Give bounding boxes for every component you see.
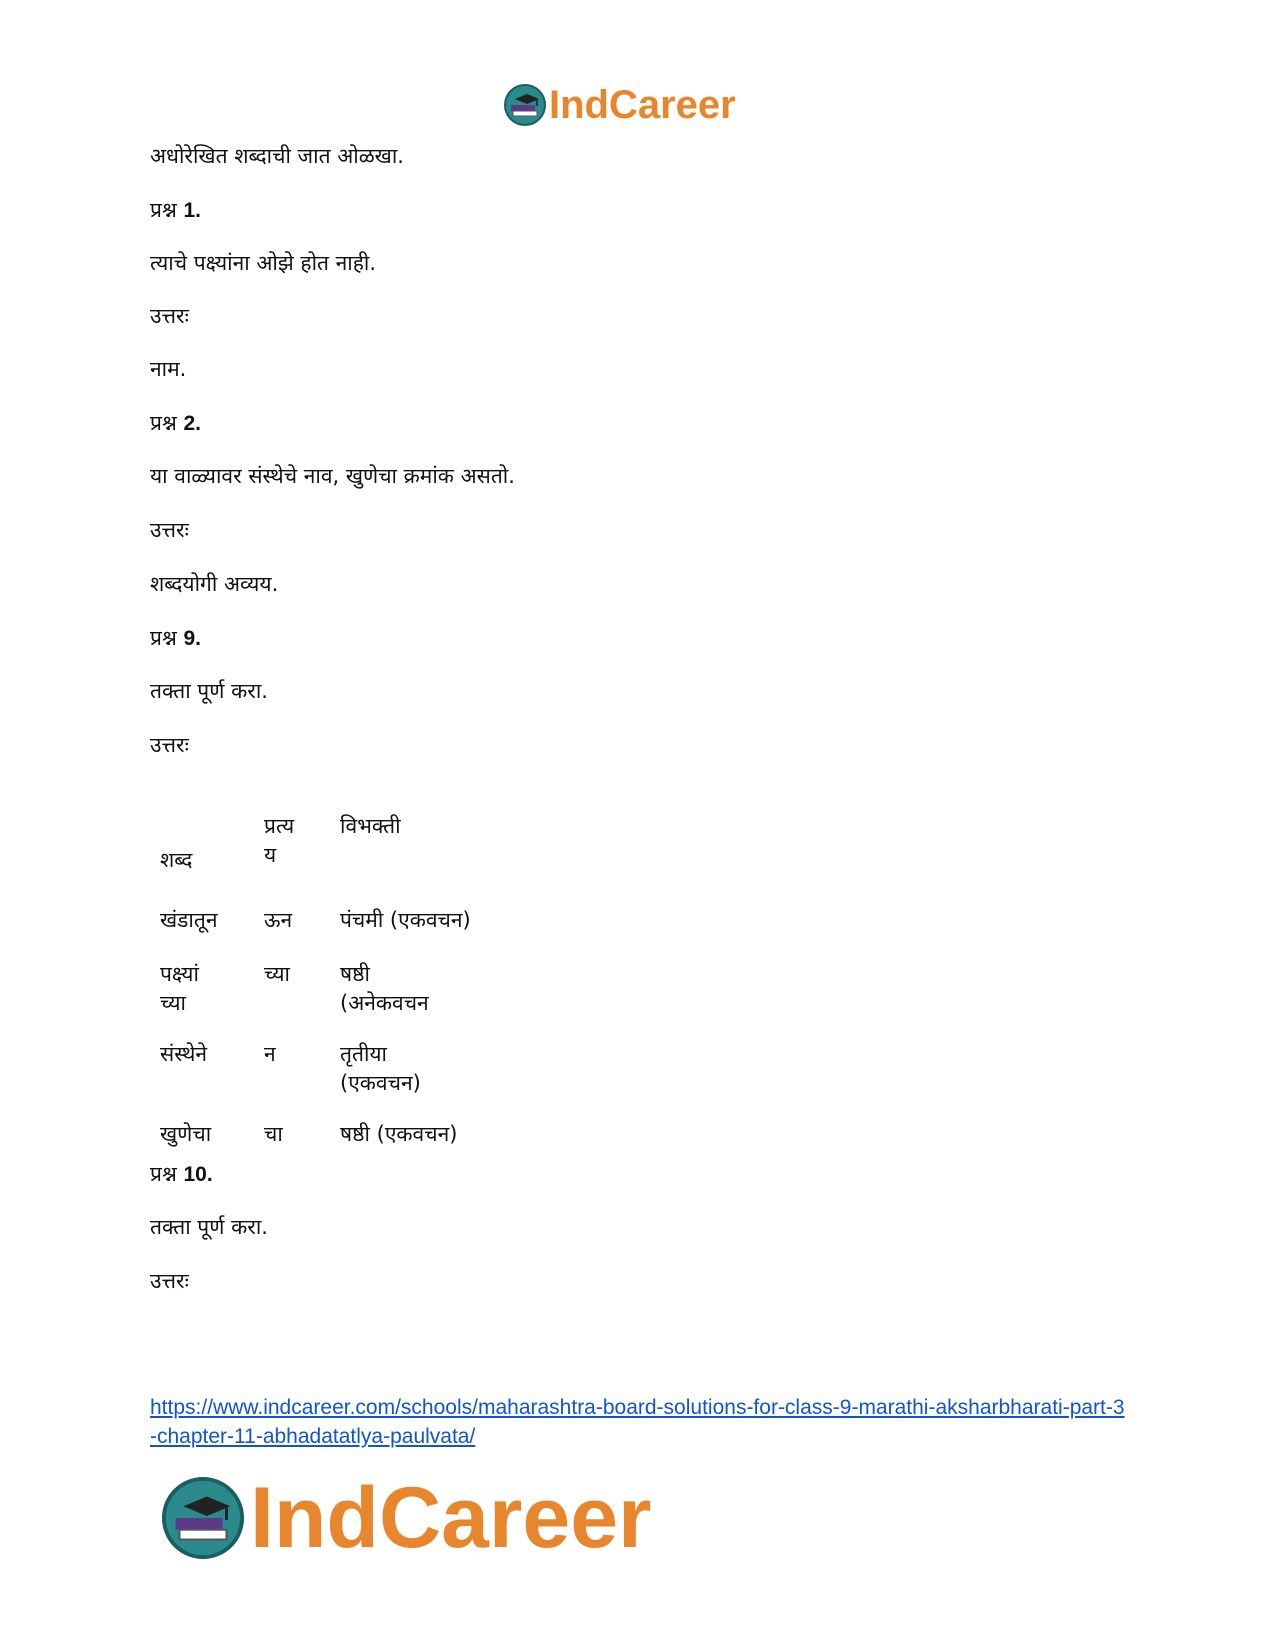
brand-name: IndCareer <box>250 1469 652 1566</box>
table-row <box>150 1120 510 1160</box>
question-10-text: तक्ता पूर्ण करा. <box>150 1215 268 1239</box>
question-9-heading <box>150 624 201 653</box>
brand-name: IndCareer <box>549 82 736 127</box>
answer-10-label: उत्तरः <box>150 1269 189 1293</box>
question-number: 9. <box>183 627 201 650</box>
answer-9-label: उत्तरः <box>150 733 189 757</box>
header-word: शब्द <box>160 847 193 872</box>
question-label: प्रश्न <box>150 411 177 435</box>
answer-2-text: शब्दयोगी अव्यय. <box>150 572 279 596</box>
question-number: 2. <box>183 412 201 435</box>
cell-word: खंडातून <box>160 908 218 932</box>
question-2-heading <box>150 409 201 438</box>
cell-case-line2: (एकवचन) <box>340 1071 421 1095</box>
question-1-heading <box>150 196 201 225</box>
answer-1-label: उत्तरः <box>150 304 189 328</box>
question-10-heading <box>150 1160 213 1189</box>
answer-2-label: उत्तरः <box>150 518 189 542</box>
table-row <box>150 960 510 1040</box>
question-label: प्रश्न <box>150 1162 177 1186</box>
cell-word: खुणेचा <box>160 1122 212 1146</box>
cell-case-line1: तृतीया <box>340 1042 387 1066</box>
cell-suffix: च्या <box>264 962 290 986</box>
header-suffix-line2: य <box>264 843 277 867</box>
book-globe-icon <box>503 83 547 127</box>
footer-logo <box>160 1468 652 1568</box>
source-link[interactable]: https://www.indcareer.com/schools/maharashtra-board-solutions-for-class-9-marathi-aksharbharati-part-3-chapter-11-abhadatatlya-paulvata/ <box>150 1396 1125 1448</box>
question-number: 1. <box>183 199 201 222</box>
answer-1-text: नाम. <box>150 357 187 381</box>
header-case: विभक्ती <box>340 814 401 838</box>
cell-word <box>150 960 254 1040</box>
cell-suffix: न <box>264 1042 276 1066</box>
question-9-text: तक्ता पूर्ण करा. <box>150 679 268 703</box>
cell-case: षष्ठी (एकवचन) <box>340 1122 458 1146</box>
cell-word: संस्थेने <box>160 1042 208 1066</box>
table-row <box>150 1040 510 1120</box>
cell-suffix: चा <box>264 1122 283 1146</box>
header-logo <box>503 80 736 130</box>
question-label: प्रश्न <box>150 626 177 650</box>
cell-case-line1: षष्ठी <box>340 962 370 986</box>
intro-text: अधोरेखित शब्दाची जात ओळखा. <box>150 144 404 168</box>
book-globe-icon <box>160 1475 246 1561</box>
header-suffix <box>254 812 330 902</box>
header-suffix-line1: प्रत्य <box>264 814 295 838</box>
cell-suffix: ऊन <box>264 908 293 932</box>
table-row <box>150 902 510 960</box>
cell-word-line1: पक्ष्यां <box>160 962 199 986</box>
table-header-row <box>150 812 510 902</box>
cell-case-line2: (अनेकवचन <box>340 991 429 1015</box>
question-2-text: या वाळ्यावर संस्थेचे नाव, खुणेचा क्रमांक असतो. <box>150 464 515 488</box>
cell-case: पंचमी (एकवचन) <box>340 908 471 932</box>
question-1-text: त्याचे पक्ष्यांना ओझे होत नाही. <box>150 251 377 275</box>
question-label: प्रश्न <box>150 198 177 222</box>
cell-case <box>330 1040 510 1120</box>
answer-table <box>150 812 510 1160</box>
cell-word-line2: च्या <box>160 991 186 1015</box>
question-number: 10. <box>183 1163 213 1186</box>
cell-case <box>330 960 510 1040</box>
